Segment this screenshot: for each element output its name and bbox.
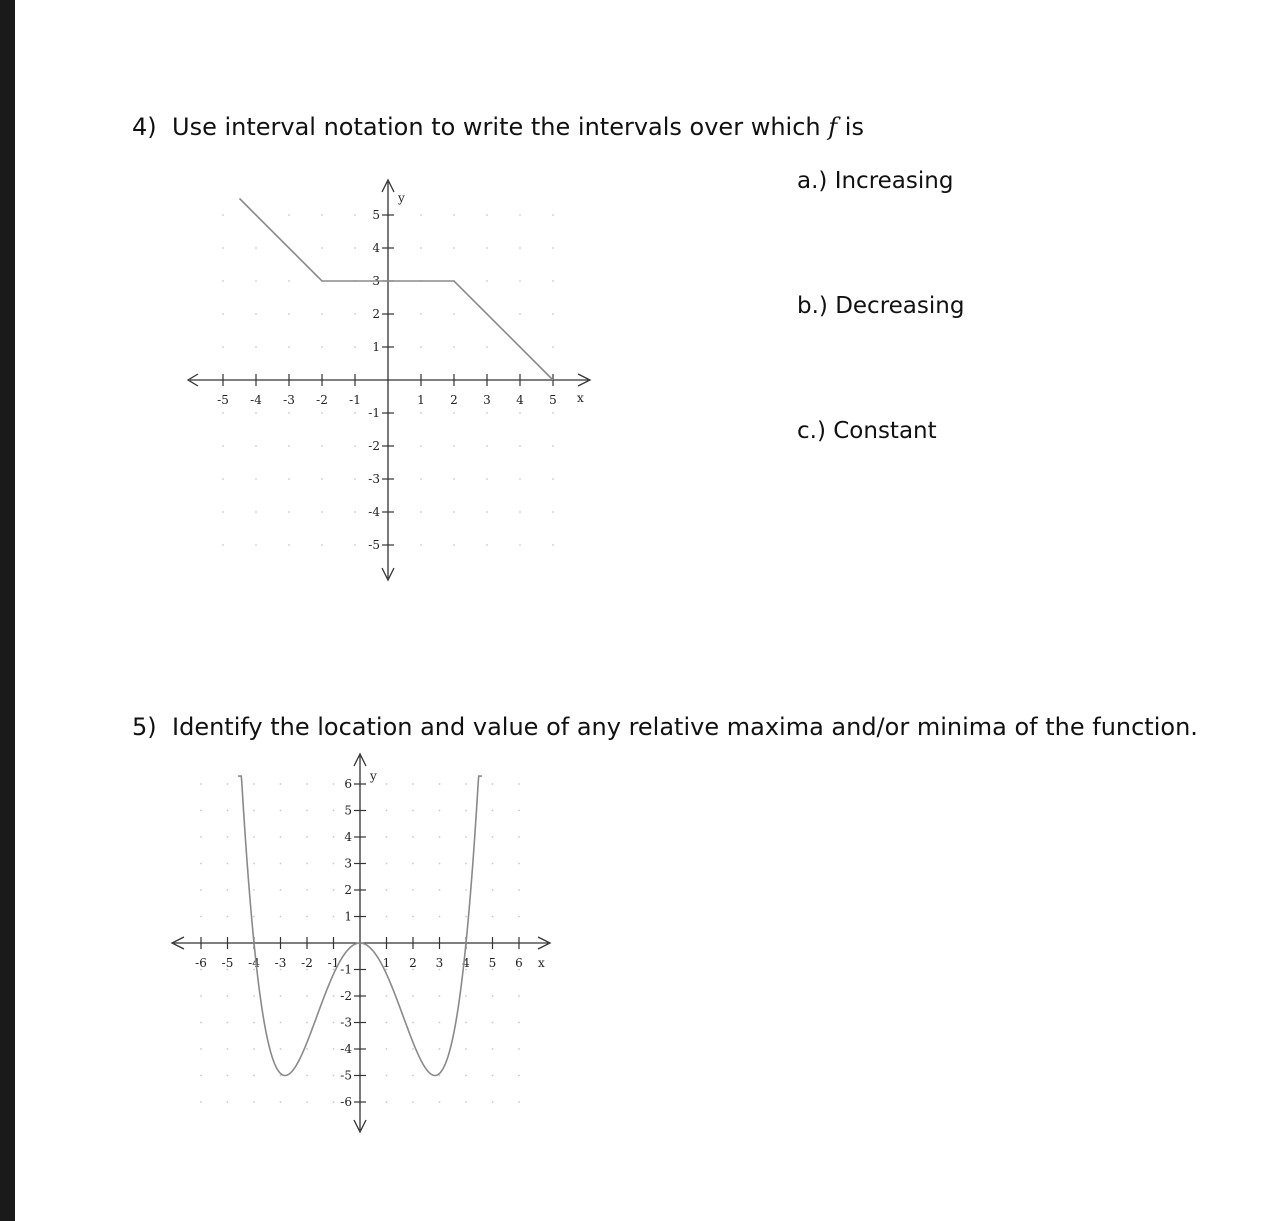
grid-dot (439, 916, 441, 918)
grid-dot (492, 916, 494, 918)
y-tick-label: -1 (340, 962, 352, 977)
y-tick-label: -4 (340, 1042, 352, 1056)
grid-dot (333, 1022, 335, 1024)
grid-dot (227, 916, 229, 918)
y-axis-label: y (370, 769, 377, 783)
grid-dot (465, 1022, 467, 1024)
grid-dot (465, 810, 467, 812)
grid-dot (412, 916, 414, 918)
grid-dot (492, 810, 494, 812)
x-tick-label: 6 (515, 956, 523, 970)
grid-dot (280, 783, 282, 785)
x-tick-label: -6 (195, 956, 207, 970)
grid-dot (280, 916, 282, 918)
grid-dot (465, 1101, 467, 1103)
y-tick-label: -4 (368, 505, 380, 519)
grid-dot (333, 889, 335, 891)
grid-dot (492, 836, 494, 838)
y-tick-label: 6 (344, 777, 352, 791)
grid-dot (465, 1075, 467, 1077)
grid-dot (412, 1101, 414, 1103)
x-tick-label: 5 (488, 956, 497, 970)
grid-dot (465, 916, 467, 918)
grid-dot (227, 1022, 229, 1024)
y-tick-label: 2 (372, 307, 380, 321)
grid-dot (518, 783, 520, 785)
grid-dot (306, 863, 308, 865)
grid-dot (200, 810, 202, 812)
grid-dot (492, 995, 494, 997)
grid-dot (518, 1075, 520, 1077)
y-tick-label: -1 (368, 406, 380, 420)
grid-dot (439, 1048, 441, 1050)
grid-dot (492, 1075, 494, 1077)
y-tick-label: 3 (344, 856, 352, 871)
grid-dot (439, 783, 441, 785)
part-b-decreasing: b.) Decreasing (797, 293, 965, 319)
grid-dot (280, 836, 282, 838)
grid-dot (518, 1101, 520, 1103)
x-tick-label: -5 (221, 956, 234, 970)
x-tick-label: -2 (316, 393, 328, 407)
grid-dot (306, 995, 308, 997)
grid-dot (412, 1075, 414, 1077)
grid-dot (200, 916, 202, 918)
grid-dot (253, 1022, 255, 1024)
grid-dot (306, 889, 308, 891)
x-tick-label: -1 (349, 393, 361, 407)
grid-dot (227, 1075, 229, 1077)
grid-dot (227, 1101, 229, 1103)
grid-dot (518, 863, 520, 865)
grid-dot (253, 1101, 255, 1103)
y-tick-label: -2 (340, 989, 352, 1003)
grid-dot (227, 783, 229, 785)
grid-dot (200, 1075, 202, 1077)
x-tick-label: 2 (450, 393, 458, 407)
x-tick-label: -5 (217, 393, 229, 407)
grid-dot (280, 995, 282, 997)
grid-dot (306, 1022, 308, 1024)
grid-dot (386, 995, 388, 997)
grid-dot (492, 889, 494, 891)
grid-dot (333, 1075, 335, 1077)
grid-dot (386, 863, 388, 865)
grid-dot (412, 995, 414, 997)
grid-dot (227, 889, 229, 891)
x-tick-label: -2 (301, 956, 313, 970)
grid-dot (253, 995, 255, 997)
part-a-increasing: a.) Increasing (797, 168, 954, 194)
grid-dot (492, 1022, 494, 1024)
x-tick-label: -3 (283, 393, 295, 407)
grid-dot (306, 916, 308, 918)
x-tick-label: 1 (417, 393, 425, 407)
grid-dot (280, 863, 282, 865)
grid-dot (465, 783, 467, 785)
grid-dot (412, 836, 414, 838)
grid-dot (306, 836, 308, 838)
grid-dot (333, 1101, 335, 1103)
grid-dot (253, 810, 255, 812)
grid-dot (386, 1022, 388, 1024)
grid-dot (253, 889, 255, 891)
grid-dot (439, 1022, 441, 1024)
y-axis-label: y (398, 191, 405, 205)
question-5-number: 5) (132, 713, 157, 741)
x-tick-label: -3 (274, 956, 287, 970)
grid-dot (200, 836, 202, 838)
grid-dot (518, 1022, 520, 1024)
grid-dot (518, 836, 520, 838)
grid-dot (518, 916, 520, 918)
grid-dot (412, 1022, 414, 1024)
grid-dot (518, 889, 520, 891)
grid-dot (386, 889, 388, 891)
grid-dot (386, 836, 388, 838)
y-tick-label: 1 (372, 340, 380, 354)
grid-dot (306, 1101, 308, 1103)
grid-dot (200, 995, 202, 997)
grid-dot (253, 783, 255, 785)
question-4-text-after: is (837, 113, 864, 141)
grid-dot (333, 836, 335, 838)
x-tick-label: 5 (549, 393, 557, 407)
question-4-text-before: Use interval notation to write the intervals over which (172, 113, 829, 141)
grid-dot (253, 863, 255, 865)
grid-dot (306, 783, 308, 785)
y-tick-label: -5 (368, 538, 380, 552)
grid-dot (253, 916, 255, 918)
grid-dot (465, 1048, 467, 1050)
grid-dot (227, 810, 229, 812)
grid-dot (386, 783, 388, 785)
part-c-constant: c.) Constant (797, 418, 937, 444)
y-tick-label: 3 (372, 274, 380, 288)
x-tick-label: 3 (483, 393, 491, 407)
grid-dot (465, 836, 467, 838)
grid-dot (280, 810, 282, 812)
x-tick-label: 2 (409, 956, 417, 970)
grid-dot (280, 1022, 282, 1024)
y-tick-label: 5 (344, 803, 352, 818)
grid-dot (386, 916, 388, 918)
grid-dot (412, 889, 414, 891)
y-tick-label: -3 (368, 472, 380, 486)
grid-dot (439, 836, 441, 838)
grid-dot (386, 1101, 388, 1103)
grid-dot (253, 836, 255, 838)
grid-dot (492, 783, 494, 785)
grid-dot (200, 1022, 202, 1024)
grid-dot (386, 810, 388, 812)
y-tick-label: 4 (344, 830, 352, 844)
grid-dot (333, 1048, 335, 1050)
grid-dot (253, 1048, 255, 1050)
grid-dot (386, 1075, 388, 1077)
grid-dot (306, 1075, 308, 1077)
x-tick-label: -1 (327, 956, 340, 970)
grid-dot (465, 863, 467, 865)
grid-dot (306, 810, 308, 812)
y-tick-label: -6 (340, 1095, 352, 1109)
y-tick-label: -3 (340, 1015, 352, 1030)
x-axis-label: x (577, 391, 584, 405)
question-4-function-name: f (828, 113, 838, 141)
grid-dot (253, 1075, 255, 1077)
grid-dot (492, 1101, 494, 1103)
y-tick-label: -5 (340, 1068, 352, 1083)
grid-dot (465, 889, 467, 891)
grid-dot (200, 1048, 202, 1050)
grid-dot (227, 836, 229, 838)
x-tick-label: 4 (462, 956, 470, 970)
grid-dot (200, 783, 202, 785)
grid-dot (439, 810, 441, 812)
grid-dot (280, 1101, 282, 1103)
grid-dot (227, 1048, 229, 1050)
grid-dot (439, 889, 441, 891)
grid-dot (227, 863, 229, 865)
grid-dot (333, 916, 335, 918)
x-tick-label: -4 (250, 393, 262, 407)
x-tick-label: 1 (382, 956, 391, 970)
y-tick-label: -2 (368, 439, 380, 453)
grid-dot (412, 1048, 414, 1050)
grid-dot (492, 863, 494, 865)
grid-dot (333, 995, 335, 997)
x-axis-label: x (538, 956, 545, 970)
grid-dot (280, 889, 282, 891)
grid-dot (439, 995, 441, 997)
y-tick-label: 1 (344, 909, 352, 924)
grid-dot (412, 863, 414, 865)
grid-dot (306, 1048, 308, 1050)
x-tick-label: 3 (435, 956, 444, 970)
grid-dot (518, 995, 520, 997)
question-5-text: Identify the location and value of any relative maxima and/or minima of the function. (172, 713, 1198, 741)
grid-dot (333, 863, 335, 865)
grid-dot (333, 810, 335, 812)
grid-dot (439, 1101, 441, 1103)
grid-dot (518, 810, 520, 812)
grid-dot (412, 810, 414, 812)
y-tick-label: 2 (344, 883, 352, 897)
y-tick-label: 5 (372, 208, 380, 222)
question-4-number: 4) (132, 113, 157, 141)
x-tick-label: -4 (248, 956, 260, 970)
grid-dot (439, 863, 441, 865)
grid-dot (200, 863, 202, 865)
grid-dot (412, 783, 414, 785)
grid-dot (200, 1101, 202, 1103)
y-tick-label: 4 (372, 241, 380, 255)
grid-dot (518, 1048, 520, 1050)
grid-dot (227, 995, 229, 997)
grid-dot (280, 1048, 282, 1050)
grid-dot (465, 995, 467, 997)
grid-dot (386, 1048, 388, 1050)
grid-dot (333, 783, 335, 785)
grid-dot (200, 889, 202, 891)
x-tick-label: 4 (516, 393, 524, 407)
grid-dot (492, 1048, 494, 1050)
